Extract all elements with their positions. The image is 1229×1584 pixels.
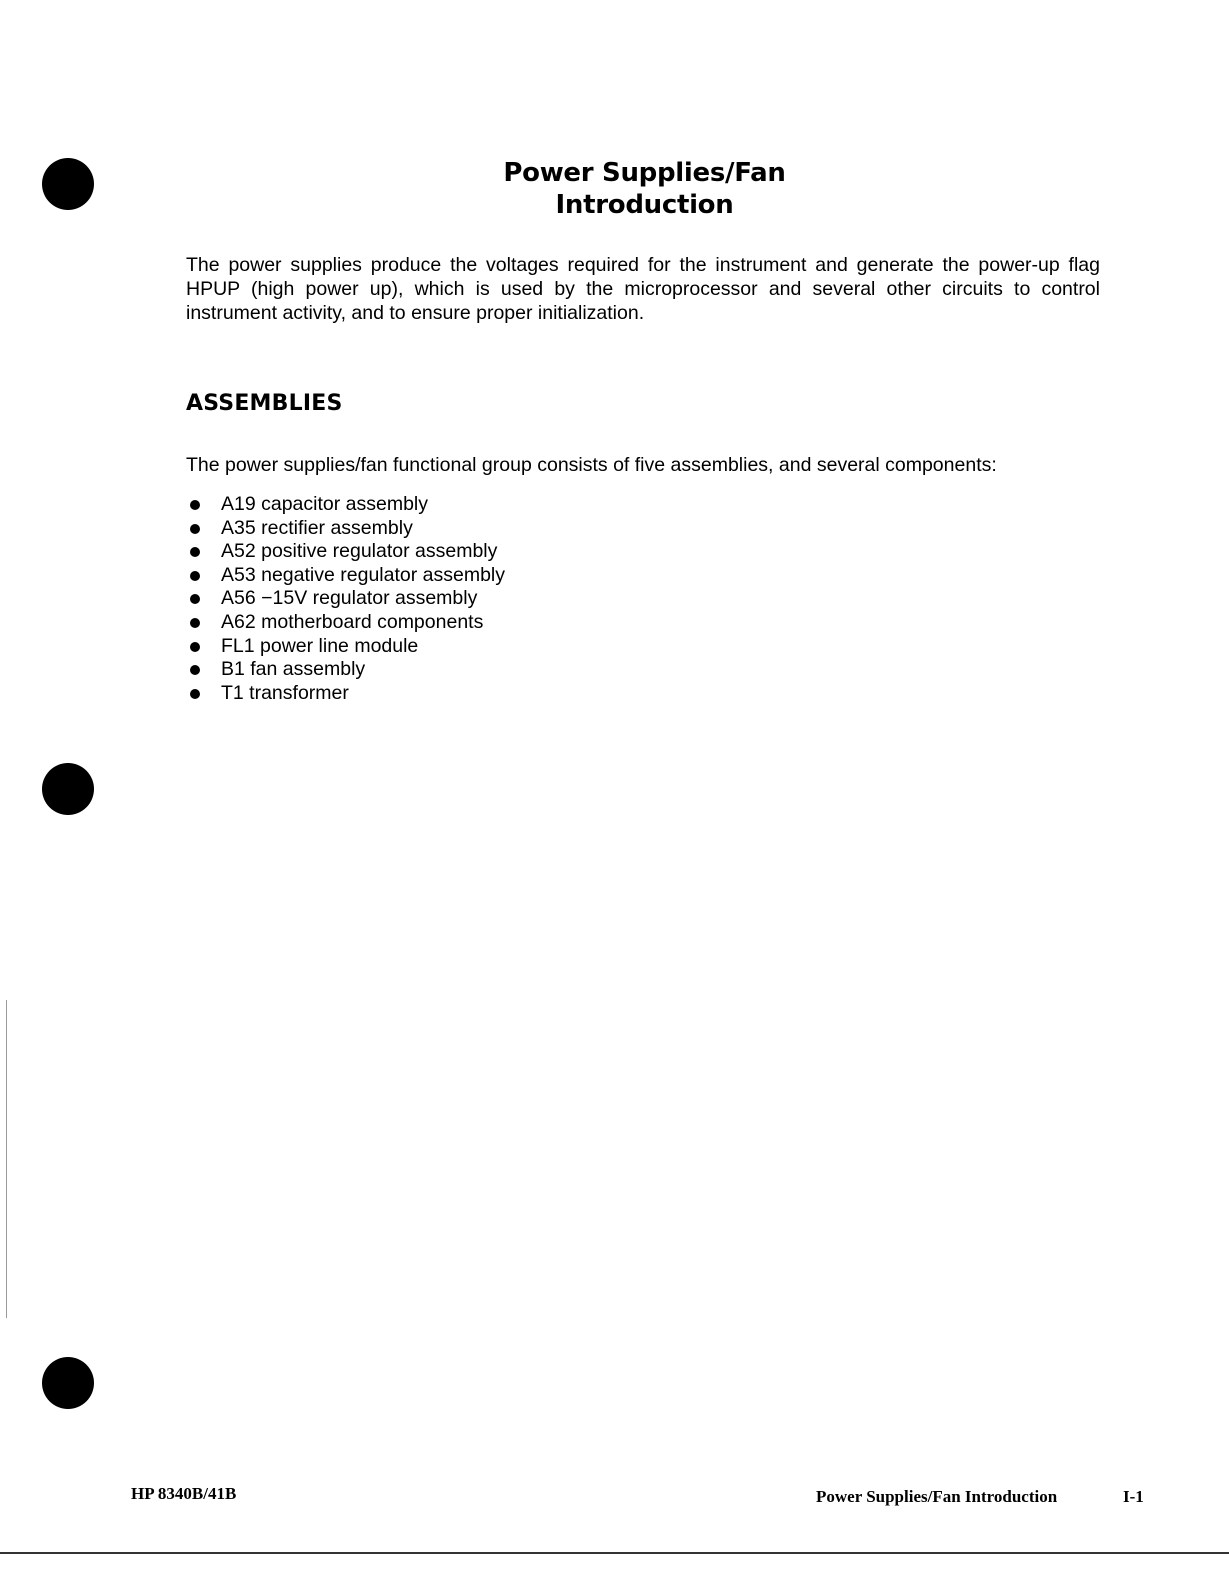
footer-page-number: I-1: [1123, 1487, 1144, 1506]
bullet-icon: [190, 618, 200, 628]
footer-section-title: Power Supplies/Fan Introduction: [816, 1487, 1058, 1506]
scan-edge-mark: [6, 1000, 7, 1318]
section-heading-assemblies: ASSEMBLIES: [186, 391, 343, 416]
page-title: [0, 157, 1229, 221]
bullet-icon: [190, 500, 200, 510]
bullet-icon: [190, 571, 200, 581]
punch-hole-middle: [42, 763, 94, 815]
list-item: [186, 517, 505, 541]
bullet-icon: [190, 547, 200, 557]
intro-paragraph: The power supplies produce the voltages required for the instrument and generate the power-up flag HPUP (high power up), which is used by the microprocessor and several other circuits to control instrument activity, and to ensure proper initialization.: [186, 254, 1100, 324]
list-item: [186, 540, 505, 564]
list-item-text: A52 positive regulator assembly: [221, 540, 498, 563]
bullet-icon: [190, 642, 200, 652]
list-item: [186, 587, 505, 611]
page-title-line-1: Power Supplies/Fan: [503, 158, 786, 188]
list-item: [186, 611, 505, 635]
assembly-list: [186, 493, 505, 705]
list-item: [186, 658, 505, 682]
list-item-text: A62 motherboard components: [221, 610, 484, 633]
footer-rule: [0, 1552, 1229, 1554]
list-item: [186, 493, 505, 517]
list-item-text: T1 transformer: [221, 681, 349, 704]
bullet-icon: [190, 689, 200, 699]
assemblies-lead-text: The power supplies/fan functional group consists of five assemblies, and several components:: [186, 454, 997, 476]
list-item-text: A19 capacitor assembly: [221, 493, 429, 515]
bullet-icon: [190, 524, 200, 534]
list-item-text: A53 negative regulator assembly: [221, 563, 505, 586]
list-item-text: FL1 power line module: [221, 634, 419, 657]
list-item-text: B1 fan assembly: [221, 658, 366, 681]
punch-hole-bottom: [42, 1357, 94, 1409]
page-title-line-2: Introduction: [555, 190, 734, 220]
list-item-text: A35 rectifier assembly: [221, 516, 413, 539]
footer-model: HP 8340B/41B: [131, 1484, 237, 1503]
list-item: [186, 564, 505, 588]
list-item: [186, 682, 505, 706]
bullet-icon: [190, 594, 200, 604]
bullet-icon: [190, 665, 200, 675]
list-item: [186, 635, 505, 659]
list-item-text: A56 −15V regulator assembly: [221, 587, 478, 610]
